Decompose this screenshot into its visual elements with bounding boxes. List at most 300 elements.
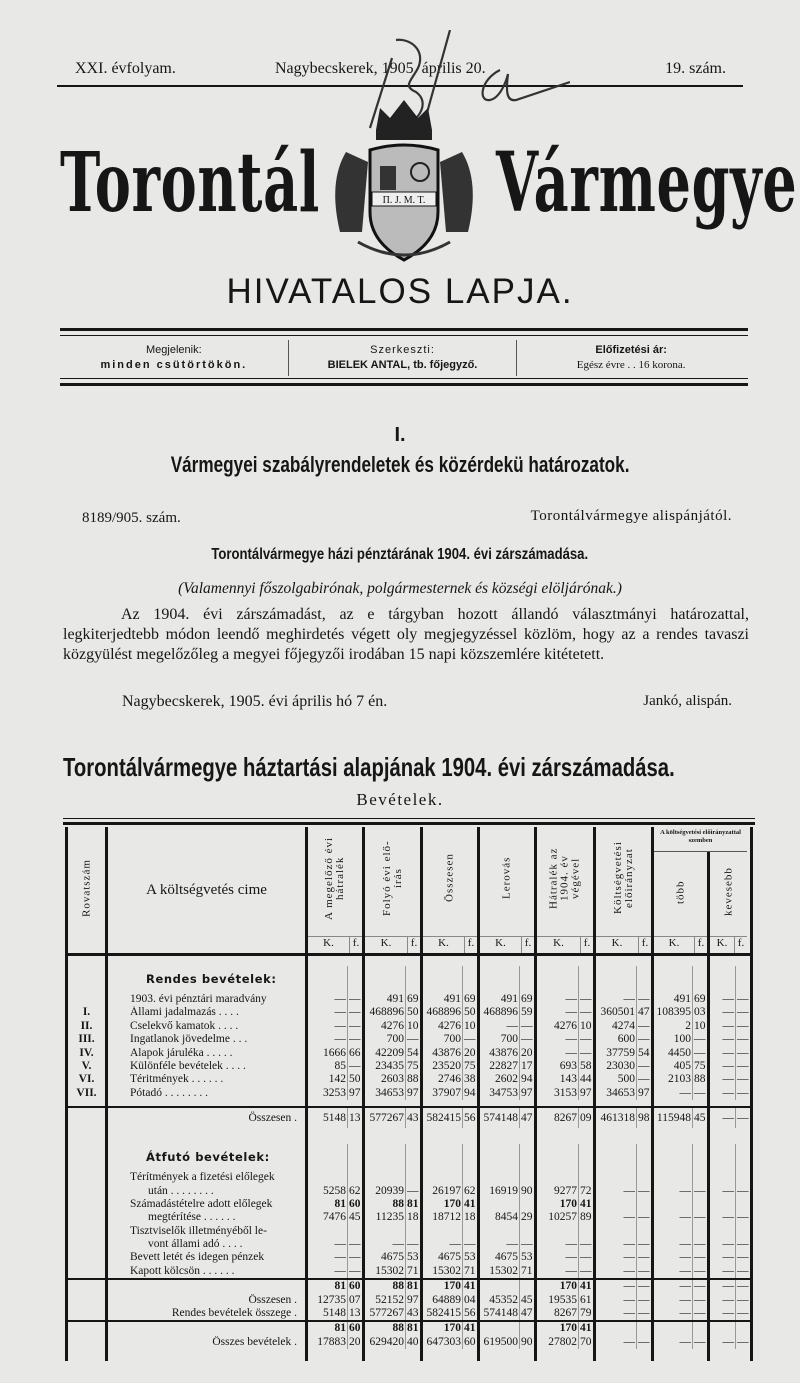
value-cell [596,1307,654,1320]
value-filler: 69 [521,993,533,1005]
value-korona: — [722,1238,734,1251]
value-filler: 81 [407,1280,419,1293]
value-cell [480,1225,537,1238]
value-filler: 69 [464,993,476,1005]
row-label: Átfutó bevételek: [108,1144,308,1171]
table-row [68,1265,750,1278]
value-cell [423,1047,480,1060]
masthead-left: Torontál [60,135,321,231]
value-filler: — [638,1019,650,1032]
value-korona: — [623,993,635,1005]
unit-f: f. [349,937,362,953]
unit-row [537,936,593,953]
row-label: Bevett letét és idegen pénzek [108,1251,308,1264]
value-cell [480,1073,537,1086]
value-cell [308,1060,365,1073]
notice-date: Nagybecskerek, 1905. évi április hó 7 én. [122,693,388,710]
value-korona: 115948 [656,1112,691,1125]
row-number [68,1198,108,1211]
value-korona [365,1171,405,1184]
value-cell [480,1108,537,1128]
value-korona: 9277 [554,1184,577,1197]
value-filler: — [694,1293,706,1306]
value-cell [365,1294,423,1307]
header-label: A költségvetés cime [146,881,267,898]
value-filler [347,1171,362,1184]
value-filler: 72 [580,1184,592,1197]
row-number [68,993,108,1006]
header-label: Összesen [443,853,456,903]
header-col-3 [423,827,480,953]
value-cell [480,1307,537,1320]
price-info [516,340,745,376]
value-filler: 53 [407,1251,419,1264]
value-cell [710,1171,750,1184]
value-korona: — [722,1046,734,1059]
divider [63,822,755,825]
header-label: Lerovás [500,856,513,900]
header-col-2 [365,827,423,953]
value-cell [308,1238,365,1251]
value-filler: — [735,1108,750,1128]
notice-from: Torontálvármegye alispánjától. [530,508,732,524]
header-label: Költségvetési előirányzat [611,841,635,915]
price-value: Egész évre . . 16 korona. [576,359,686,371]
value-cell [308,1033,365,1046]
value-filler: — [737,1046,749,1059]
value-korona [596,1322,636,1335]
value-korona: 582415 [426,1112,461,1125]
value-filler: 20 [349,1335,361,1348]
value-filler: 13 [347,1108,362,1128]
value-filler: 66 [349,1046,361,1059]
value-filler [405,1171,420,1184]
value-cell [365,1322,423,1335]
value-filler [692,1225,707,1238]
unit-f: f. [407,937,420,953]
value-korona [654,1171,692,1184]
value-cell [308,1265,365,1278]
value-filler: — [407,1033,419,1046]
value-cell [423,1294,480,1307]
value-filler: — [694,1184,706,1197]
value-filler [735,1225,750,1238]
value-cell [537,1322,596,1335]
value-filler: 97 [349,1086,361,1099]
value-cell [537,1336,596,1349]
value-korona: — [722,1033,734,1046]
value-filler: 03 [694,1006,706,1019]
header-label: kevesebb [722,867,734,917]
value-cell [710,1280,750,1293]
value-filler: 56 [464,1307,476,1320]
value-cell [537,1087,596,1100]
value-cell [654,1185,710,1198]
unit-k: K. [495,937,506,949]
value-filler: 75 [694,1059,706,1072]
value-korona: — [623,1280,635,1293]
value-korona: 5148 [323,1112,346,1125]
value-filler: — [737,1307,749,1320]
unit-f: f. [694,937,707,953]
value-cell [654,1336,710,1349]
value-korona: 85 [334,1059,346,1072]
value-filler: 10 [407,1019,419,1032]
value-filler: 71 [464,1264,476,1277]
value-korona: 170 [443,1280,461,1293]
value-korona: — [623,1184,635,1197]
value-korona: — [679,1086,691,1099]
value-korona [480,1280,519,1293]
notice-ref: 8189/905. szám. [82,510,181,526]
value-cell [537,1294,596,1307]
table-row [68,1033,750,1046]
value-cell [308,1211,365,1224]
value-korona: — [679,1184,691,1197]
value-filler: — [737,1293,749,1306]
value-cell [423,1020,480,1033]
value-korona [654,1322,692,1335]
empty-cell [308,966,365,993]
header-col-7 [654,852,710,953]
section-number: I. [394,424,406,446]
value-filler: — [694,1046,706,1059]
value-filler [519,1280,534,1293]
value-filler [519,1198,534,1211]
divider [60,383,748,386]
value-filler: — [737,1251,749,1264]
value-korona: 491 [500,993,518,1005]
value-korona: — [623,1307,635,1320]
value-korona: 5148 [323,1307,346,1320]
value-filler: — [694,1238,706,1251]
row-number [68,1322,108,1335]
value-cell [537,1238,596,1251]
crest-text: П. J. M. T. [382,195,426,206]
divider [60,335,748,336]
value-korona: — [722,1006,734,1019]
value-korona: 2 [685,1019,691,1032]
value-korona: — [722,1264,734,1277]
value-korona [596,1225,636,1238]
value-korona: 491 [386,993,404,1005]
value-filler: 04 [464,1293,476,1306]
value-cell [654,993,710,1006]
value-korona: 143 [559,1073,577,1086]
value-cell [654,1322,710,1335]
divider [60,328,748,331]
value-cell [596,1336,654,1349]
value-korona: 34653 [375,1086,404,1099]
value-cell [537,1020,596,1033]
empty-cell [480,966,537,993]
value-korona [480,1171,519,1184]
value-cell [308,1251,365,1264]
value-cell [423,1225,480,1238]
value-cell [423,1238,480,1251]
value-cell [654,1294,710,1307]
value-korona: 4450 [668,1046,691,1059]
table-row [68,1185,750,1198]
value-cell [423,1033,480,1046]
value-korona [654,1198,692,1211]
value-korona: 88 [392,1322,404,1335]
value-filler: — [737,1073,749,1086]
value-korona: — [565,1006,577,1019]
value-cell [710,1307,750,1320]
value-filler: — [737,1033,749,1046]
value-filler [519,1171,534,1184]
value-cell [596,1294,654,1307]
value-korona [596,1198,636,1211]
unit-f: f. [464,937,477,953]
value-korona: 170 [559,1280,577,1293]
value-filler: 41 [580,1322,592,1335]
header-col-4 [480,827,537,953]
value-filler: — [694,1086,706,1099]
value-korona: — [722,1059,734,1072]
unit-row [423,936,477,953]
row-spacer [68,1132,750,1144]
value-korona: — [722,1280,734,1293]
row-number: VI. [68,1073,108,1086]
value-cell [365,1198,423,1211]
row-number: VII. [68,1087,108,1100]
value-filler: 43 [407,1307,419,1320]
value-filler: — [737,1264,749,1277]
value-cell [308,993,365,1006]
table-row [68,993,750,1006]
value-cell [710,1020,750,1033]
value-korona [596,1171,636,1184]
value-korona: 582415 [426,1307,461,1320]
row-label: Térítmények a fizetési előlegek [108,1171,308,1184]
value-korona: 2746 [438,1073,461,1086]
row-number [68,1251,108,1264]
value-korona [308,1225,347,1238]
row-label: Összesen . [108,1294,308,1307]
value-filler [692,1171,707,1184]
value-cell [710,1211,750,1224]
value-cell [308,1336,365,1349]
value-filler: 56 [462,1108,477,1128]
header-title [108,827,308,953]
value-korona: 574148 [483,1307,518,1320]
subtitle: HIVATALOS LAPJA. [226,272,574,311]
editor-value: BIELEK ANTAL, tb. főjegyző. [327,359,478,371]
editor-info [288,340,517,376]
value-korona: — [506,1019,518,1032]
value-cell [423,1073,480,1086]
value-cell [654,1198,710,1211]
notice-title-wrap [0,546,800,564]
value-cell [308,1225,365,1238]
value-filler: 43 [405,1108,420,1128]
row-number [68,1336,108,1349]
value-cell [365,1073,423,1086]
header-col-5 [537,827,596,953]
value-cell [537,1307,596,1320]
section-title: Vármegyei szabályrendeletek és közérdekü határozatok. [170,452,630,477]
value-filler: — [349,1033,361,1046]
value-korona: 468896 [369,1006,404,1019]
value-korona [308,1171,347,1184]
value-filler: 47 [519,1108,534,1128]
value-filler: 58 [580,1059,592,1072]
row-label: vont állami adó . . . . [108,1238,308,1251]
value-cell [365,1336,423,1349]
value-cell [423,1087,480,1100]
value-korona: 4675 [438,1251,461,1264]
value-korona: 4675 [381,1251,404,1264]
table-row [68,1307,750,1320]
row-spacer [68,1100,750,1106]
value-filler: 79 [580,1307,592,1320]
value-korona: — [623,1251,635,1264]
value-filler: — [694,1211,706,1224]
value-cell [537,1251,596,1264]
value-filler: 97 [521,1086,533,1099]
value-korona: 7476 [323,1211,346,1224]
value-filler: 97 [407,1293,419,1306]
value-cell [537,1108,596,1128]
value-cell [423,1108,480,1128]
value-korona [365,1225,405,1238]
divider [63,818,755,819]
value-filler: 90 [521,1335,533,1348]
value-cell [710,1087,750,1100]
value-filler: 41 [580,1280,592,1293]
value-filler: 47 [638,1006,650,1019]
table-row [68,1251,750,1264]
value-cell [537,1265,596,1278]
value-filler: 47 [521,1307,533,1320]
value-filler: — [694,1280,706,1293]
value-korona: — [623,1335,635,1348]
value-korona: — [722,1112,734,1125]
value-filler: 89 [580,1211,592,1224]
value-cell [365,1211,423,1224]
value-korona: 43876 [489,1046,518,1059]
value-korona: — [679,1335,691,1348]
row-label: 1903. évi pénztári maradvány [108,993,308,1006]
value-cell [537,1047,596,1060]
value-korona: 700 [443,1033,461,1046]
value-korona: 468896 [426,1006,461,1019]
value-cell [308,1047,365,1060]
value-korona: 18712 [432,1211,461,1224]
value-korona: 81 [334,1280,346,1293]
value-korona: 4276 [438,1019,461,1032]
issue-number: 19. szám. [665,60,726,77]
value-cell [596,1251,654,1264]
value-filler: — [638,1264,650,1277]
value-cell [308,1198,365,1211]
value-cell [480,1060,537,1073]
value-cell [423,1280,480,1293]
row-number [68,1307,108,1320]
value-korona: — [722,993,734,1005]
value-cell [654,1108,710,1128]
empty-cell [710,1144,750,1171]
value-cell [710,1198,750,1211]
value-korona: 88 [392,1197,404,1210]
value-cell [480,1198,537,1211]
value-korona: — [565,1238,577,1251]
value-filler: — [638,1280,650,1293]
value-filler: 81 [407,1322,419,1335]
table-title: Torontálvármegye háztartási alapjának 1904. évi zárszámadása. [63,752,675,782]
value-filler: — [349,1264,361,1277]
value-filler: — [638,1184,650,1197]
row-label: Különféle bevételek . . . . [108,1060,308,1073]
value-cell [596,1171,654,1184]
value-korona: — [623,1264,635,1277]
value-korona: 15302 [489,1264,518,1277]
table-bottom [68,1349,750,1361]
volume: XXI. évfolyam. [75,60,176,77]
value-filler: 81 [407,1197,419,1210]
value-cell [423,1211,480,1224]
empty-cell [480,1144,537,1171]
value-cell [596,1033,654,1046]
value-korona: 43876 [432,1046,461,1059]
section-title-wrap [0,452,800,478]
section-heading-row [68,966,750,993]
value-cell [480,1294,537,1307]
masthead-right: Vármegye [496,135,798,231]
value-korona: 81 [334,1197,346,1210]
value-cell [710,1238,750,1251]
row-label: Ingatlanok jövedelme . . . [108,1033,308,1046]
value-korona: 8267 [554,1307,577,1320]
value-cell [480,1047,537,1060]
value-cell [537,1225,596,1238]
unit-k: K. [323,937,334,949]
value-filler: 62 [464,1184,476,1197]
value-filler: 60 [349,1322,361,1335]
value-korona: 693 [559,1059,577,1072]
value-korona: 22827 [489,1059,518,1072]
value-korona: — [565,1046,577,1059]
value-korona: 629420 [369,1335,404,1348]
value-cell [654,1225,710,1238]
row-number: IV. [68,1047,108,1060]
value-filler [636,1171,651,1184]
value-cell [480,1185,537,1198]
unit-row [596,936,651,953]
place-date: Nagybecskerek, 1905. április 20. [275,60,486,77]
header-col-1 [308,827,365,953]
value-cell [710,1294,750,1307]
value-cell [423,1265,480,1278]
value-cell [308,1307,365,1320]
value-filler [735,1171,750,1184]
value-filler: 29 [521,1211,533,1224]
value-korona [480,1322,519,1335]
row-number [68,1185,108,1198]
value-filler: — [737,1019,749,1032]
value-filler: 10 [580,1019,592,1032]
value-korona: 461318 [600,1112,635,1125]
row-number [68,1225,108,1238]
value-korona: — [623,1293,635,1306]
value-korona: 23435 [375,1059,404,1072]
header-label: Hátralék az 1904. év végével [547,847,582,909]
value-cell [537,1280,596,1293]
value-korona: 2103 [668,1073,691,1086]
value-korona: — [722,1307,734,1320]
